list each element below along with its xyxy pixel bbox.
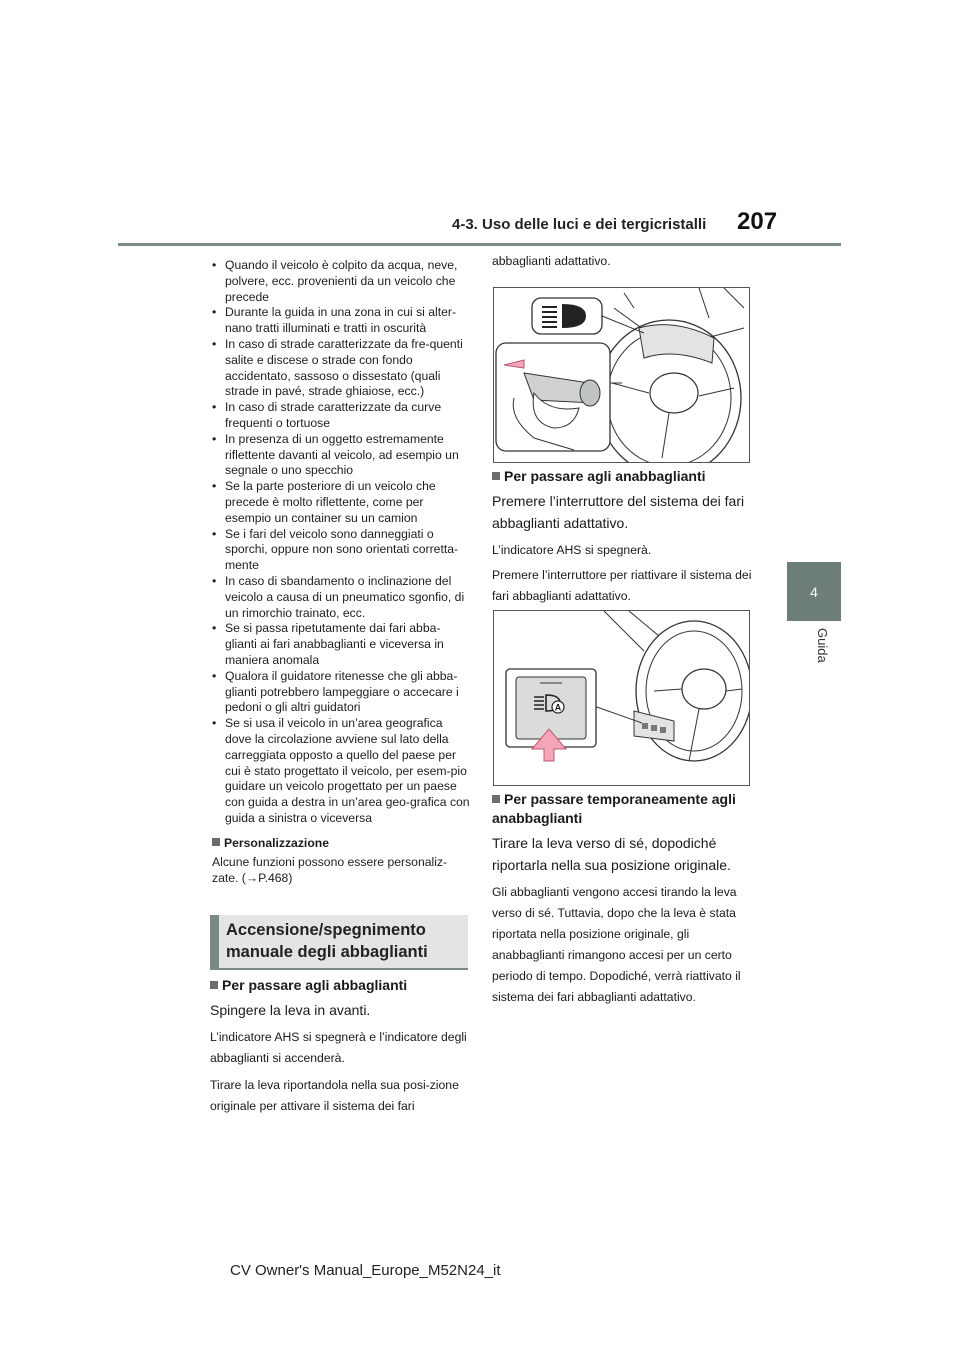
- high-beam-lead: Spingere la leva in avanti.: [210, 1002, 371, 1018]
- chapter-tab: [787, 562, 841, 621]
- temporary-low-beam-heading: Per passare temporaneamente agli anabbaglianti: [492, 791, 736, 826]
- list-item: • Qualora il guidatore ritenesse che gli abba-glianti potrebbero lampeggiare o accecare i pedoni o gli altri guidatori: [212, 669, 470, 716]
- list-item: • In caso di strade caratterizzate da curve frequenti o tortuose: [212, 400, 470, 432]
- square-bullet-icon: [492, 472, 500, 480]
- personalization-text: Alcune funzioni possono essere personaliz-zate. (→P.468): [212, 855, 448, 886]
- temporary-low-beam-note: Gli abbaglianti vengono accesi tirando la leva verso di sé. Tuttavia, dopo che la leva è stata riportata nella posizione originale, gli anabbaglianti rimangono accesi per un certo periodo di tempo. Dopodiché, verrà riattivato il sistema dei fari abbaglianti adattativo.: [492, 885, 741, 1004]
- square-bullet-icon: [210, 981, 218, 989]
- list-item: • Se la parte posteriore di un veicolo che precede è molto riflettente, come per esempio un container su un camion: [212, 479, 470, 526]
- chapter-label: Guida: [815, 628, 830, 663]
- temporary-low-beam-lead: Tirare la leva verso di sé, dopodiché riportarla nella sua posizione originale.: [492, 835, 731, 873]
- low-beam-note-2: Premere l’interruttore per riattivare il sistema dei fari abbaglianti adattativo.: [492, 568, 752, 603]
- page-number: 207: [737, 208, 778, 235]
- manual-id: CV Owner's Manual_Europe_M52N24_it: [230, 1262, 501, 1279]
- high-beam-block: [210, 976, 472, 1117]
- page-reference-link[interactable]: P.468): [258, 871, 293, 886]
- lever-drawing: [494, 288, 749, 462]
- low-beam-heading: Per passare agli anabbaglianti: [492, 467, 754, 486]
- ahs-switch-drawing: [494, 611, 749, 785]
- list-item: • In presenza di un oggetto estremamente riflettente davanti al veicolo, ad esempio un segnale o uno specchio: [212, 432, 470, 479]
- condition-list: [212, 258, 470, 827]
- ahs-switch-illustration: [493, 610, 750, 786]
- low-beam-lead: Premere l’interruttore del sistema dei fari abbaglianti adattativo.: [492, 493, 745, 531]
- heading-accent-bar: [210, 915, 219, 968]
- section-heading: Accensione/spegnimento manuale degli abbaglianti: [226, 921, 428, 961]
- low-beam-note-1: L’indicatore AHS si spegnerà.: [492, 543, 652, 557]
- header-rule: [118, 243, 841, 246]
- temporary-low-beam-block: [492, 790, 754, 1008]
- high-beam-heading: Per passare agli abbaglianti: [210, 976, 472, 995]
- square-bullet-icon: [492, 795, 500, 803]
- list-item: • Se si usa il veicolo in un’area geografica dove la circolazione avviene sul lato della carreggiata opposto a quello del paese per cui è stato progettato il veicolo, per esem-pio guidare un veicolo progettato per un paese con guida a destra in un’area geo-grafica con guida a sinistra o viceversa: [212, 716, 470, 827]
- section-heading-box: [210, 915, 468, 968]
- list-item: • Se i fari del veicolo sono danneggiati o sporchi, oppure non sono orientati corretta-mente: [212, 527, 470, 574]
- svg-text:A: A: [554, 702, 562, 713]
- arrow-right-icon: →: [245, 871, 259, 886]
- continuation-text: abbaglianti adattativo.: [492, 254, 611, 268]
- list-item: • In caso di sbandamento o inclinazione del veicolo a causa di un pneumatico sgonfio, di un rimorchio trainato, ecc.: [212, 574, 470, 621]
- chapter-number: 4: [810, 583, 818, 600]
- list-item: • In caso di strade caratterizzate da fre-quenti salite e discese o strade con fondo accidentato, sassoso o dissestato (quali strade in pavé, strade ghiaiose, ecc.): [212, 337, 470, 400]
- left-column: [212, 258, 470, 887]
- list-item: • Se si passa ripetutamente dai fari abba-glianti ai fari anabbaglianti e viceversa in maniera anomala: [212, 621, 470, 668]
- low-beam-block: [492, 467, 754, 607]
- lever-illustration: [493, 287, 750, 463]
- square-bullet-icon: [212, 838, 220, 846]
- list-item: • Quando il veicolo è colpito da acqua, neve, polvere, ecc. provenienti da un veicolo che precede: [212, 258, 470, 305]
- high-beam-note-2: Tirare la leva riportandola nella sua posi-zione originale per attivare il sistema dei fari: [210, 1078, 459, 1113]
- heading-rule: [210, 968, 468, 970]
- high-beam-note-1: L’indicatore AHS si spegnerà e l’indicatore degli abbaglianti si accenderà.: [210, 1030, 467, 1065]
- list-item: • Durante la guida in una zona in cui si alter-nano tratti illuminati e tratti in oscurità: [212, 305, 470, 337]
- section-title: 4-3. Uso delle luci e dei tergicristalli: [452, 216, 707, 233]
- personalization-heading: Personalizzazione: [212, 836, 470, 852]
